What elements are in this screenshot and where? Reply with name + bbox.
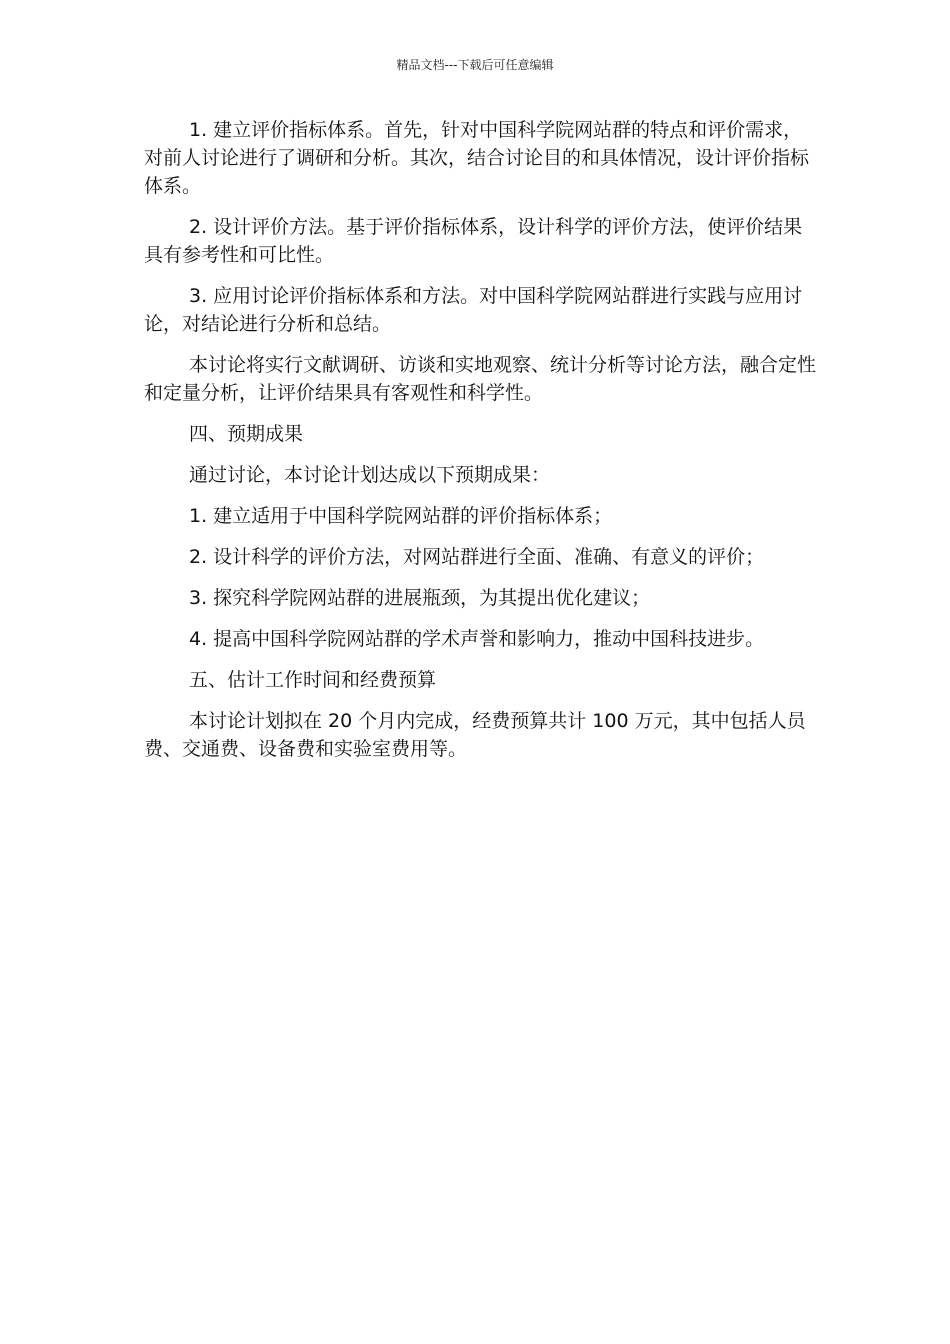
paragraph-2: 2. 设计评价方法。基于评价指标体系，设计科学的评价方法，使评价结果具有参考性和可比性。 [144,216,803,266]
paragraph-6: 本讨论计划拟在 20 个月内完成，经费预算共计 100 万元，其中包括人员费、交通费、设备费和实验室费用等。 [144,710,806,760]
list-item-4: 4. 提高中国科学院网站群的学术声誉和影响力，推动中国科技进步。 [189,628,765,650]
paragraph-4: 本讨论将实行文献调研、访谈和实地观察、统计分析等讨论方法，融合定性和定量分析，让评价结果具有客观性和科学性。 [144,354,817,404]
section-heading-time-budget: 五、估计工作时间和经费预算 [189,669,437,691]
document-body [144,116,816,776]
section-heading-expected-results: 四、预期成果 [189,423,304,445]
paragraph-5: 通过讨论，本讨论计划达成以下预期成果： [189,464,551,486]
list-item-3: 3. 探究科学院网站群的进展瓶颈，为其提出优化建议； [189,587,651,609]
paragraph-3: 3. 应用讨论评价指标体系和方法。对中国科学院网站群进行实践与应用讨论，对结论进行分析和总结。 [144,285,803,335]
list-item-1: 1. 建立适用于中国科学院网站群的评价指标体系； [189,505,613,527]
list-item-2: 2. 设计科学的评价方法，对网站群进行全面、准确、有意义的评价； [189,546,765,568]
page-header: 精品文档---下载后可任意编辑 [396,58,554,72]
paragraph-1: 1. 建立评价指标体系。首先，针对中国科学院网站群的特点和评价需求，对前人讨论进行了调研和分析。其次，结合讨论目的和具体情况，设计评价指标体系。 [144,119,810,197]
